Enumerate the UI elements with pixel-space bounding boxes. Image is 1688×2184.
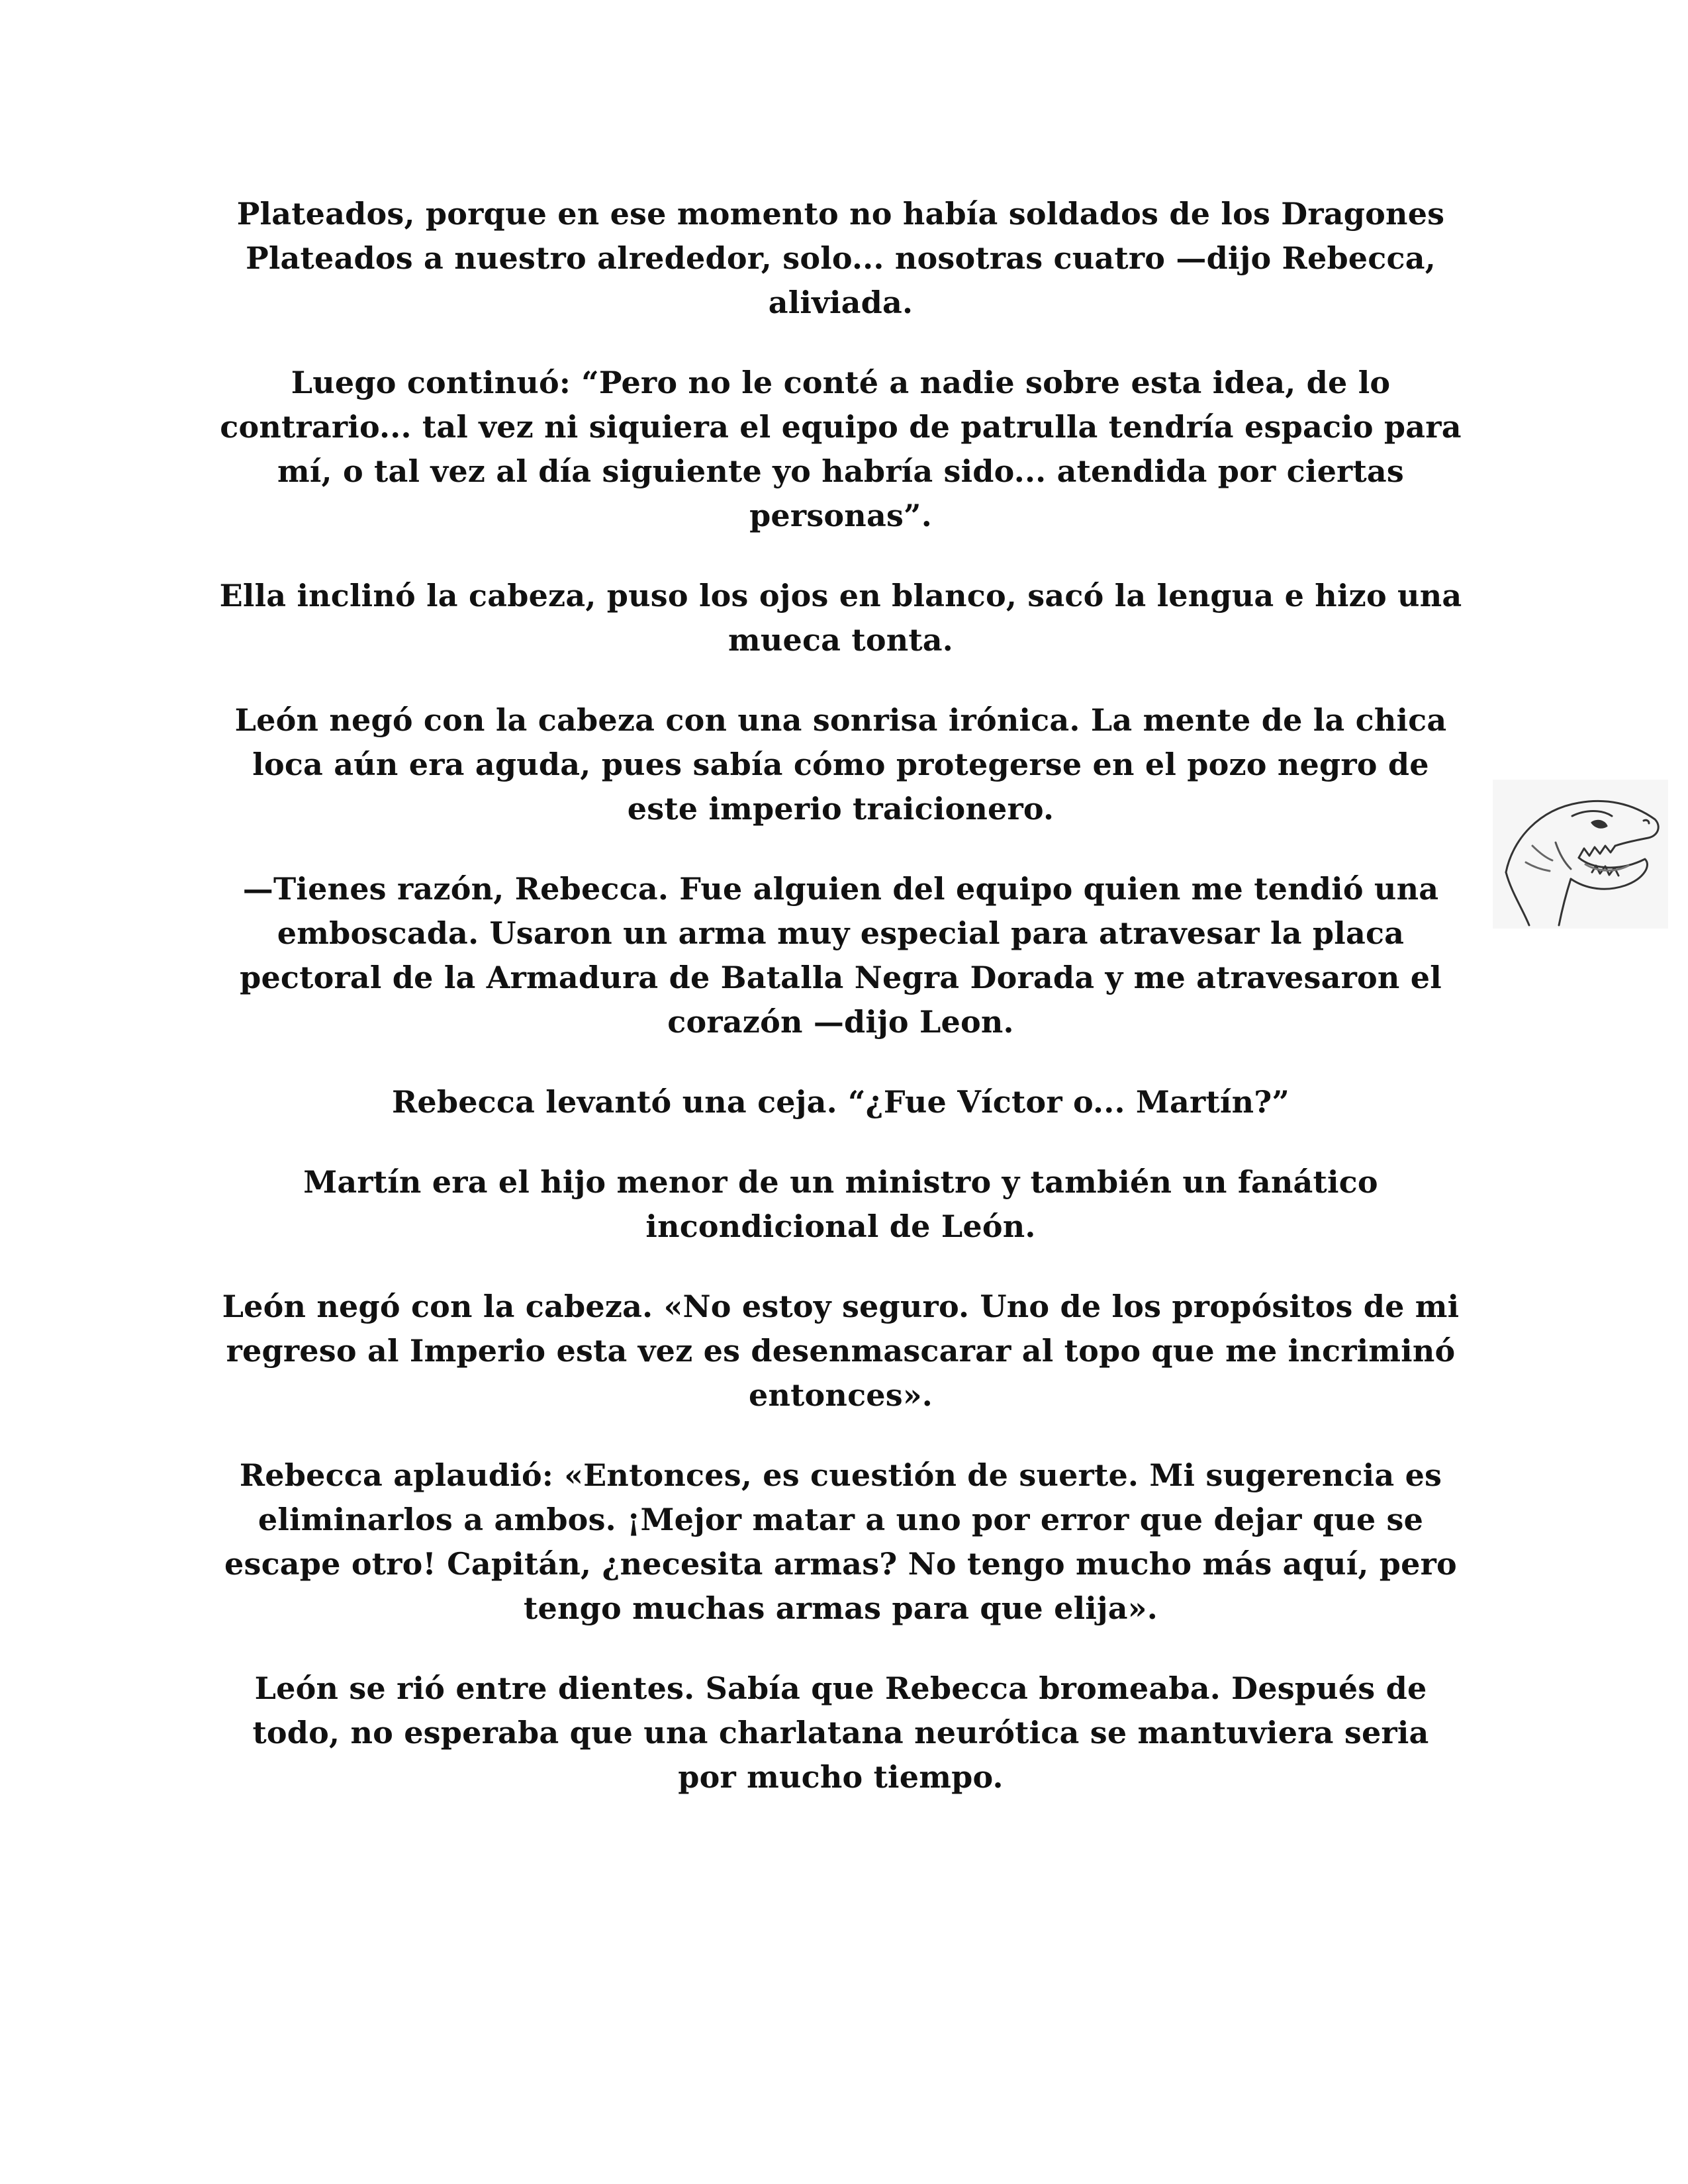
paragraph: Martín era el hijo menor de un ministro y también un fanático incondicional de León.	[303, 1164, 1378, 1244]
paragraph: León negó con la cabeza con una sonrisa irónica. La mente de la chica loca aún era aguda, pues sabía cómo protegerse en el pozo negro de este imperio traicionero.	[234, 702, 1447, 827]
document-body	[218, 192, 1463, 1835]
paragraph: Rebecca levantó una ceja. “¿Fue Víctor o... Martín?”	[391, 1084, 1290, 1120]
paragraph: Luego continuó: “Pero no le conté a nadie sobre esta idea, de lo contrario... tal vez ni siquiera el equipo de patrulla tendría espacio para mí, o tal vez al día siguiente yo habría sido... atendida por ciertas personas”.	[220, 365, 1462, 533]
paragraph: Ella inclinó la cabeza, puso los ojos en blanco, sacó la lengua e hizo una mueca tonta.	[219, 578, 1462, 658]
paragraph: —Tienes razón, Rebecca. Fue alguien del equipo quien me tendió una emboscada. Usaron un arma muy especial para atravesar la placa pectoral de la Armadura de Batalla Negra Dorada y me atravesaron el corazón —dijo Leon.	[240, 871, 1442, 1040]
paragraph: Rebecca aplaudió: «Entonces, es cuestión de suerte. Mi sugerencia es eliminarlos a ambos. ¡Mejor matar a uno por error que dejar que se escape otro! Capitán, ¿necesita armas? No tengo mucho más aquí, pero tengo muchas armas para que elija».	[224, 1457, 1457, 1626]
paragraph: Plateados, porque en ese momento no había soldados de los Dragones Plateados a nuestro alrededor, solo... nosotras cuatro —dijo Rebecca, aliviada.	[236, 196, 1445, 320]
dinosaur-head-icon	[1493, 780, 1668, 929]
paragraph: León se rió entre dientes. Sabía que Rebecca bromeaba. Después de todo, no esperaba que una charlatana neurótica se mantuviera seria por mucho tiempo.	[252, 1670, 1429, 1795]
paragraph: León negó con la cabeza. «No estoy seguro. Uno de los propósitos de mi regreso al Imperio esta vez es desenmascarar al topo que me incriminó entonces».	[222, 1289, 1460, 1413]
